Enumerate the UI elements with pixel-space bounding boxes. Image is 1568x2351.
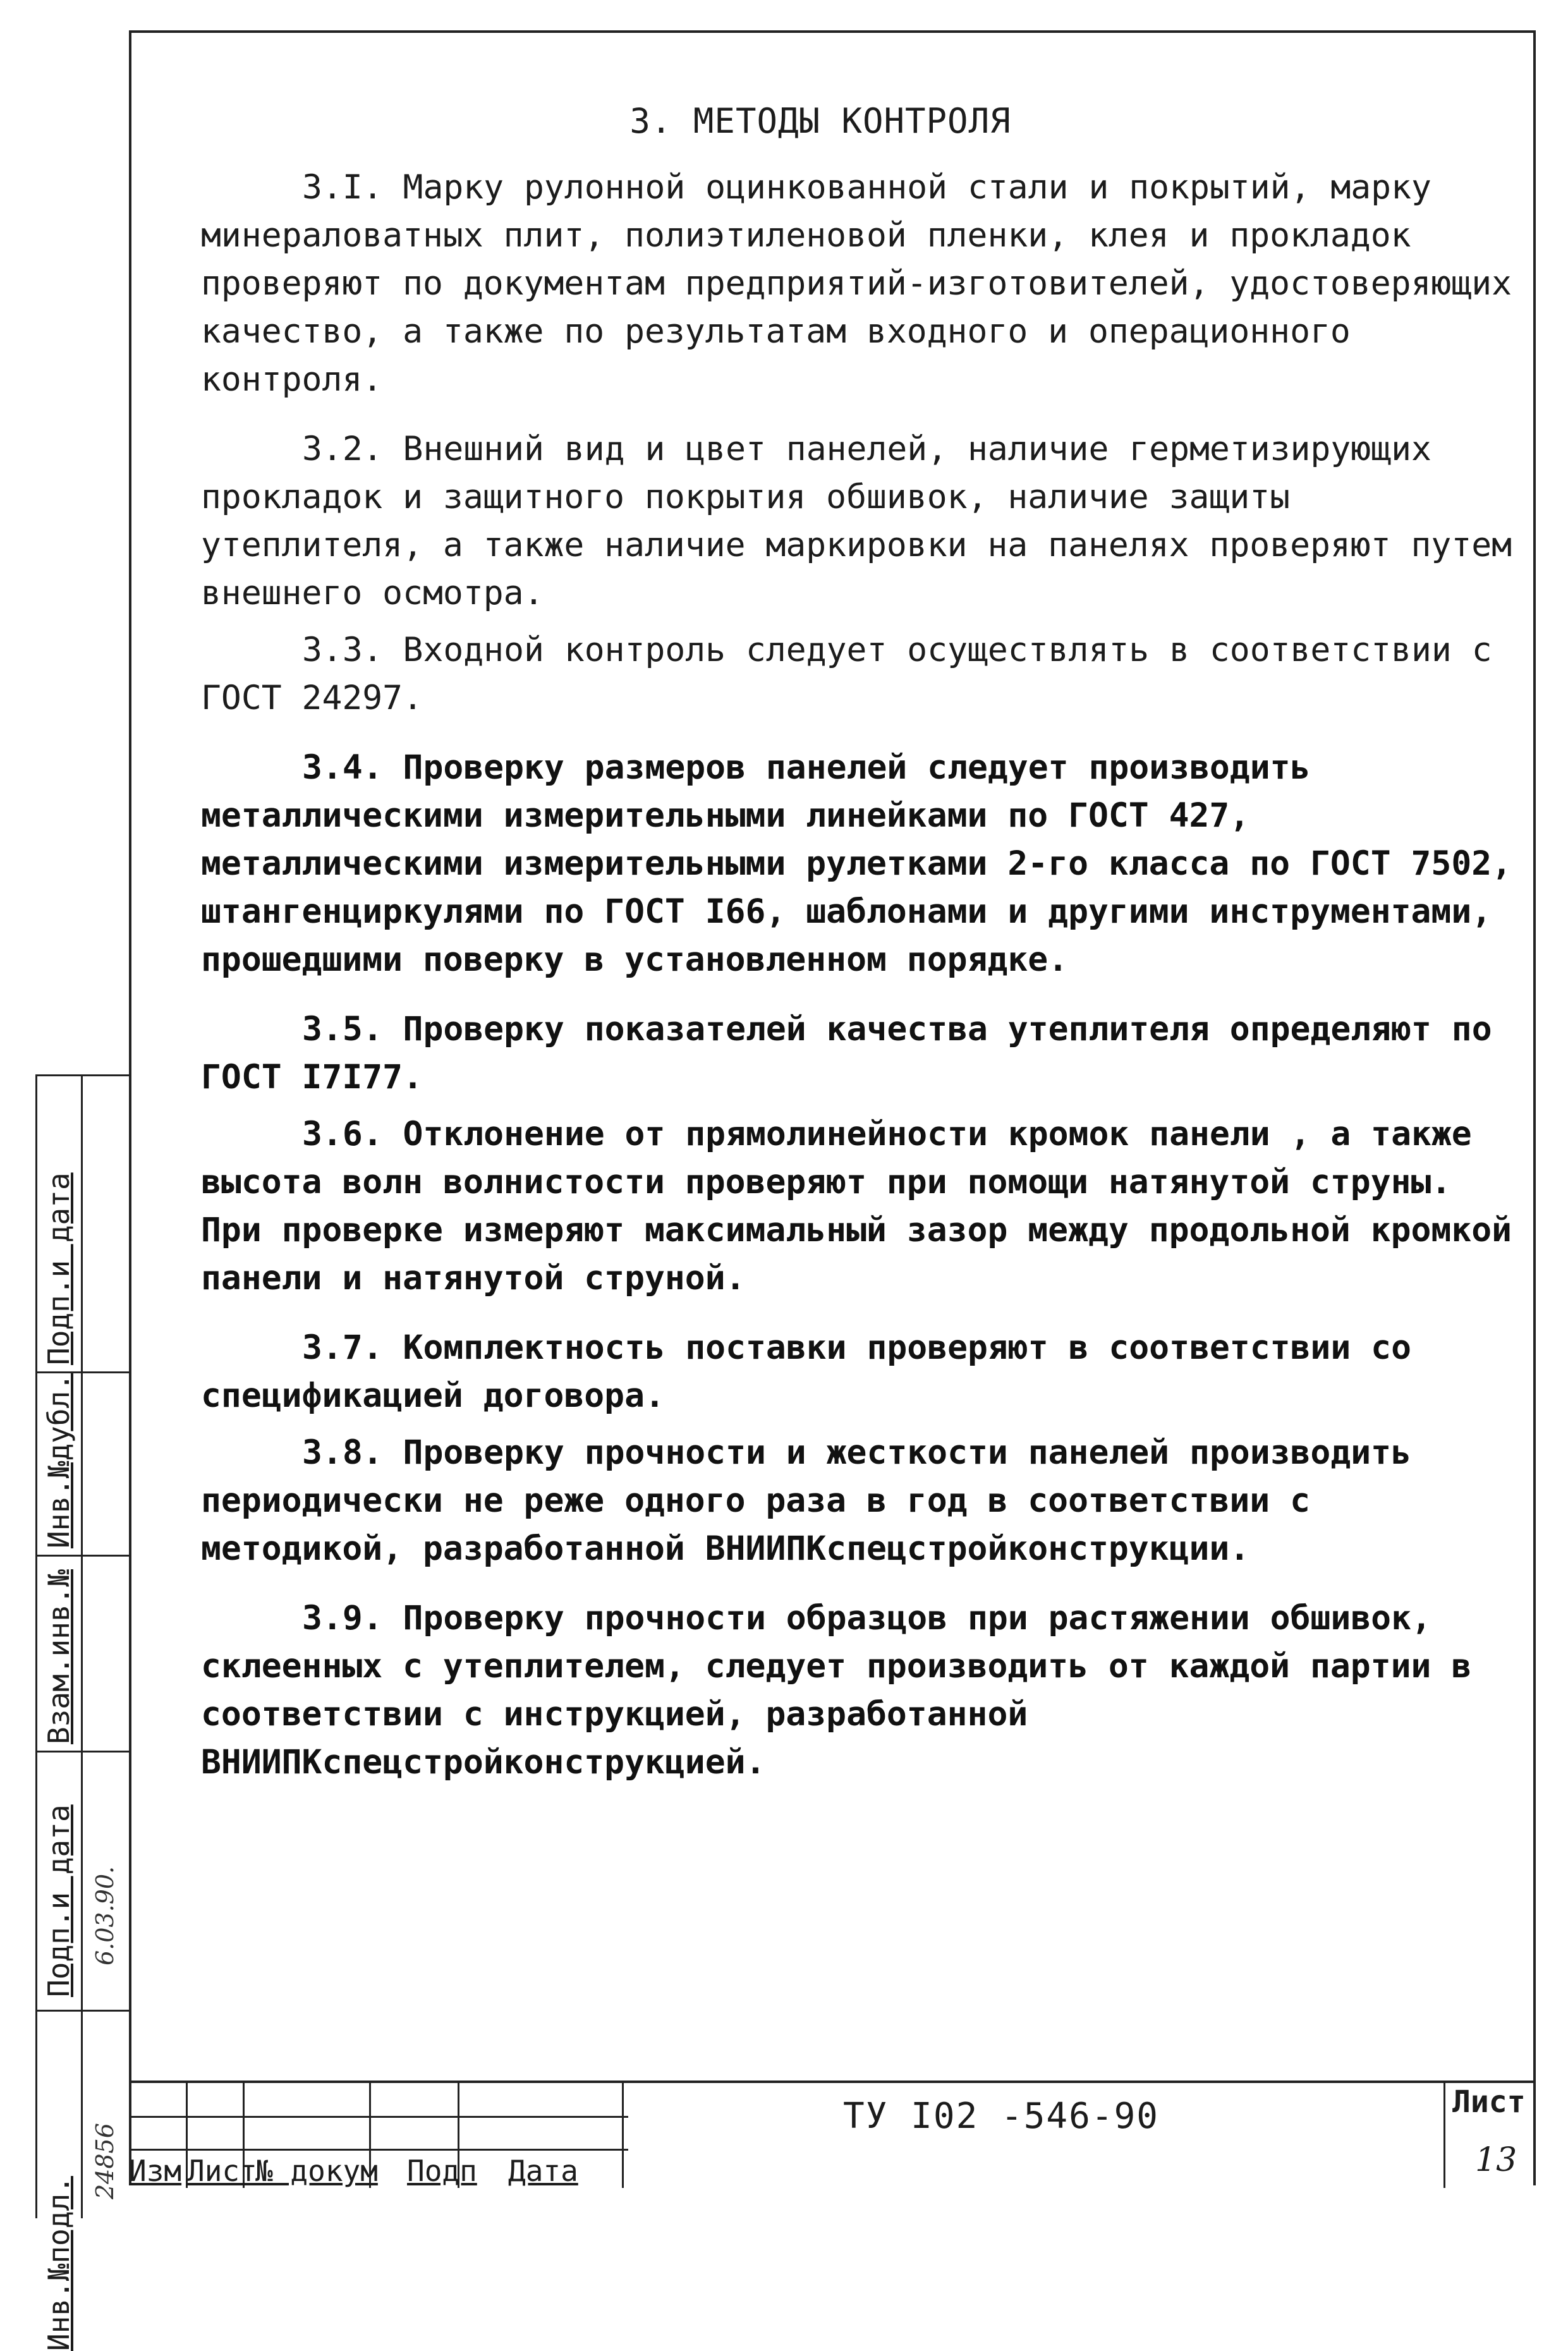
podp-data-label-2: Подп.и дата [42, 1172, 76, 1365]
podp-data-label-1: Подп.и дата [42, 1804, 76, 1997]
paragraph-3-4: 3.4. Проверку размеров панелей следует производить металлическими измерительными линейками по ГОСТ 427, металлическими измерительными рулетками 2-го класса по ГОСТ 7502, штангенциркулями по ГОСТ I66, шаблонами и другими инструментами, прошедшими поверку в установленном порядке. [201, 748, 1512, 979]
side-stamp-divider [81, 1074, 83, 2218]
inv-podl-label: Инв.№подл. [42, 2176, 76, 2351]
side-stamp [35, 1074, 129, 2351]
paragraph-3-7: 3.7. Комплектность поставки проверяют в соответствии со спецификацией договора. [201, 1328, 1411, 1415]
title-block-col [622, 2083, 624, 2188]
document-body [201, 101, 1528, 1795]
podp-label: Подп [407, 2154, 477, 2188]
paragraph-3-3: 3.3. Входной контроль следует осуществлять в соответствии с ГОСТ 24297. [201, 631, 1492, 717]
sheet-number: 13 [1475, 2141, 1517, 2179]
doc-no-label: № докум [255, 2154, 378, 2188]
side-stamp-rule [35, 1555, 129, 1557]
sheet-label: Лист [1452, 2084, 1526, 2120]
document-code: ТУ I02 -546-90 [843, 2096, 1160, 2137]
inv-number-handwritten: 24856 [91, 2123, 119, 2199]
paragraph-3-5: 3.5. Проверку показателей качества утеплителя определяют по ГОСТ I7I77. [201, 1010, 1492, 1097]
title-block-rule [129, 2116, 628, 2118]
data-label: Дата [508, 2154, 578, 2188]
paragraph-3-1: 3.I. Марку рулонной оцинкованной стали и покрытий, марку минераловатных плит, полиэтиленовой пленки, клея и прокладок проверяют по документам предприятий-изготовителей, удостоверяющих качество, а также по результатам входного и операционного контроля. [201, 168, 1512, 399]
inv-dubl-label: Инв.№дубл. [42, 1373, 76, 1548]
title-block-col [1443, 2083, 1445, 2188]
date-handwritten: 6.03.90. [91, 1866, 119, 1965]
title-block-rule [129, 2149, 628, 2151]
side-stamp-rule [35, 2010, 129, 2012]
list-label: Лист [187, 2154, 257, 2188]
izm-label: Изм [129, 2154, 182, 2188]
section-title: 3. МЕТОДЫ КОНТРОЛЯ [629, 101, 1011, 141]
side-stamp-border-left [35, 1074, 37, 2218]
paragraph-3-9: 3.9. Проверку прочности образцов при растяжении обшивок, склеенных с утеплителем, следует производить от каждой партии в соответствии с инструкцией, разработанной ВНИИПКспецстройконструкцией. [201, 1599, 1472, 1782]
vzam-inv-label: Взам.инв.№ [42, 1569, 76, 1744]
side-stamp-rule [35, 1074, 129, 1076]
paragraph-3-2: 3.2. Внешний вид и цвет панелей, наличие герметизирующих прокладок и защитного покрытия обшивок, наличие защиты утеплителя, а также наличие маркировки на панелях проверяют путем внешнего осмотра. [201, 430, 1512, 612]
paragraph-3-8: 3.8. Проверку прочности и жесткости панелей производить периодически не реже одного раза в год в соответствии с методикой, разработанной ВНИИПКспецстройконструкции. [201, 1433, 1411, 1568]
side-stamp-rule [35, 1751, 129, 1753]
title-block [129, 2081, 1536, 2188]
paragraph-3-6: 3.6. Отклонение от прямолинейности кромок панели , а также высота волн волнистости проверяют при помощи натянутой струны. При проверке измеряют максимальный зазор между продольной кромкой панели и натянутой струной. [201, 1115, 1512, 1297]
